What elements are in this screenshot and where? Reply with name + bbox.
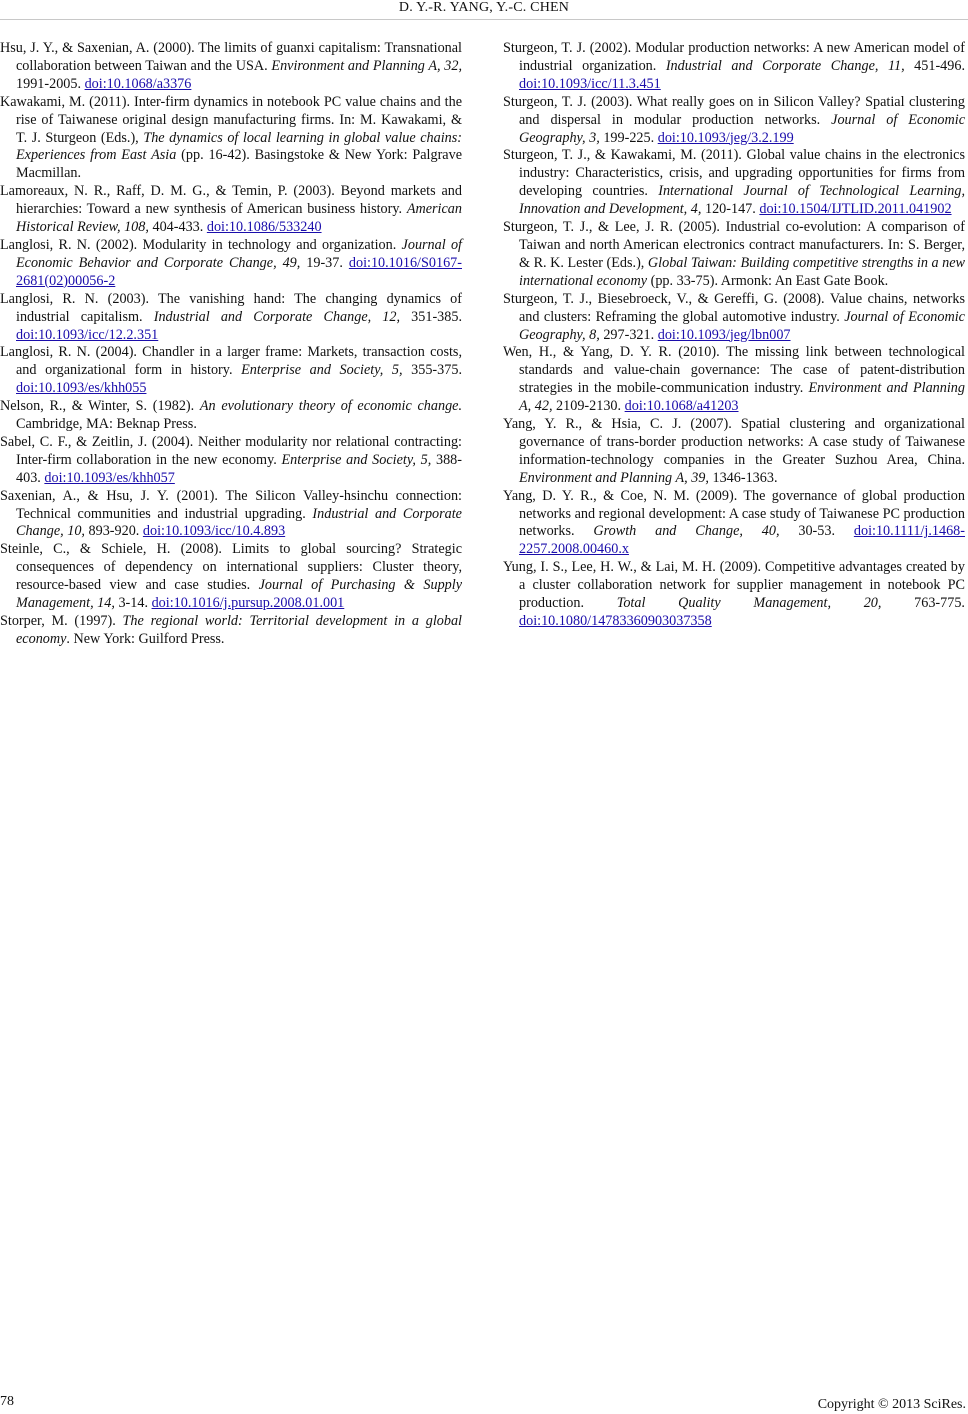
reference-pages: (pp. 16-42). Basingstoke & New York: Palgrave Macmillan. <box>16 147 462 182</box>
reference-source: Growth and Change, 40, <box>593 523 780 540</box>
page-number: 78 <box>0 1394 14 1409</box>
reference-entry <box>0 398 462 434</box>
reference-text: Sabel, C. F., & Zeitlin, J. (2004). Neither modularity nor relational contracting: Inter-firm collaboration in the new economy. <box>0 433 462 468</box>
reference-text: Sturgeon, T. J., Biesebroeck, V., & Gereffi, G. (2008). Value chains, networks and clusters: Reframing the global automotive industry. <box>503 290 965 325</box>
reference-source: American Historical Review, 108, <box>16 201 462 236</box>
doi-link[interactable]: doi:10.1093/es/khh057 <box>44 469 175 486</box>
reference-pages: Cambridge, MA: Beknap Press. <box>16 416 197 433</box>
reference-entry <box>0 40 462 94</box>
reference-text: Wen, H., & Yang, D. Y. R. (2010). The missing link between technological standards and value-chain governance: The case of patent-distribution strategies in the mobile-communication industry. <box>503 344 965 397</box>
reference-entry <box>503 94 965 148</box>
reference-source: Industrial and Corporate Change, 11, <box>665 57 905 74</box>
reference-entry <box>0 541 462 613</box>
reference-text: Yung, I. S., Lee, H. W., & Lai, M. H. (2009). Competitive advantages created by a cluster collaboration network for supplier management in notebook PC production. <box>503 559 965 612</box>
doi-link[interactable]: doi:10.1093/icc/11.3.451 <box>519 75 661 92</box>
reference-text: Lamoreaux, N. R., Raff, D. M. G., & Temin, P. (2003). Beyond markets and hierarchies: Toward a new synthesis of American business history. <box>0 183 462 218</box>
reference-text: Steinle, C., & Schiele, H. (2008). Limits to global sourcing? Strategic consequences of dependency on international suppliers: Cluster theory, resource-based view and case studies. <box>0 541 462 594</box>
references-right-column <box>503 40 965 631</box>
reference-entry <box>0 291 462 345</box>
reference-pages: 451-496. <box>904 57 965 74</box>
reference-pages: 30-53. <box>779 523 854 540</box>
reference-source: International Journal of Technological Learning, Innovation and Development, 4, <box>519 183 965 218</box>
reference-pages: . New York: Guilford Press. <box>66 630 225 647</box>
reference-pages: 355-375. <box>402 362 462 379</box>
reference-source: The dynamics of local learning in global value chains: Experiences from East Asia <box>16 129 462 164</box>
reference-entry <box>0 94 462 184</box>
reference-entry <box>0 488 462 542</box>
doi-link[interactable]: doi:10.1068/a3376 <box>84 75 192 92</box>
running-header <box>0 0 968 18</box>
doi-link[interactable]: doi:10.1016/S0167-2681(02)00056-2 <box>16 254 462 289</box>
reference-pages: 120-147. <box>701 201 760 218</box>
reference-source: Journal of Economic Geography, 8, <box>519 308 965 343</box>
references-left-column <box>0 40 462 649</box>
reference-source: The regional world: Territorial development in a global economy <box>16 613 462 647</box>
reference-source: Journal of Economic Geography, 3, <box>519 111 965 146</box>
reference-entry <box>503 219 965 291</box>
reference-pages: 297-321. <box>599 326 658 343</box>
running-title: D. Y.-R. YANG, Y.-C. CHEN <box>398 0 570 15</box>
doi-link[interactable]: doi:10.1093/icc/12.2.351 <box>16 326 159 343</box>
copyright-notice: Copyright © 2013 SciRes. <box>817 1397 966 1412</box>
reference-entry <box>0 237 462 291</box>
reference-pages: 2109-2130. <box>552 398 625 415</box>
doi-link[interactable]: doi:10.1093/jeg/lbn007 <box>657 326 791 343</box>
reference-text: Langlosi, R. N. (2002). Modularity in technology and organization. <box>0 236 402 253</box>
reference-entry <box>0 344 462 398</box>
reference-text: Sturgeon, T. J., & Lee, J. R. (2005). Industrial co-evolution: A comparison of Taiwan and north American electronics contract manufacturers. In: S. Berger, & R. K. Lester (Eds.), <box>503 219 965 271</box>
reference-entry <box>503 344 965 416</box>
reference-text: Sturgeon, T. J. (2002). Modular production networks: A new American model of industrial organization. <box>503 40 965 74</box>
reference-pages: 3-14. <box>114 595 152 612</box>
reference-source: Environment and Planning A, 42, <box>519 380 965 415</box>
reference-pages: 1346-1363. <box>708 469 778 486</box>
reference-source: Industrial and Corporate Change, 10, <box>16 505 462 540</box>
doi-link[interactable]: doi:10.1093/icc/10.4.893 <box>142 523 286 540</box>
reference-text: Kawakami, M. (2011). Inter-firm dynamics in notebook PC value chains and the rise of Taiwanese original design manufacturing firms. In: M. Kawakami, & T. J. Sturgeon (Eds.), <box>0 93 462 146</box>
reference-text: Storper, M. (1997). <box>0 613 123 629</box>
reference-pages: 763-775. <box>881 595 965 612</box>
reference-pages: 1991-2005. <box>16 75 85 92</box>
reference-entry <box>503 40 965 94</box>
reference-pages: 19-37. <box>300 254 349 271</box>
reference-source: Global Taiwan: Building competitive strengths in a new international economy <box>519 254 965 289</box>
doi-link[interactable]: doi:10.1068/a41203 <box>624 398 739 415</box>
reference-entry <box>503 416 965 488</box>
reference-pages: 404-433. <box>148 219 207 236</box>
doi-link[interactable]: doi:10.1504/IJTLID.2011.041902 <box>759 201 952 218</box>
reference-source: Enterprise and Society, 5, <box>241 362 403 379</box>
doi-link[interactable]: doi:10.1093/jeg/3.2.199 <box>657 129 794 146</box>
reference-source: Environment and Planning A, 32, <box>271 57 462 74</box>
reference-entry <box>0 613 462 649</box>
reference-text: Yang, D. Y. R., & Coe, N. M. (2009). The governance of global production networks and regional development: A case study of Taiwanese PC production networks. <box>503 487 965 540</box>
reference-text: Sturgeon, T. J. (2003). What really goes on in Silicon Valley? Spatial clustering and dispersal in modular production networks. <box>503 93 965 128</box>
reference-source: Total Quality Management, 20, <box>616 595 882 612</box>
reference-source: Journal of Purchasing & Supply Management, 14, <box>16 577 462 612</box>
reference-text: Saxenian, A., & Hsu, J. Y. (2001). The Silicon Valley-hsinchu connection: Technical communities and industrial upgrading. <box>0 487 462 522</box>
reference-text: Langlosi, R. N. (2004). Chandler in a larger frame: Markets, transaction costs, and organizational form in history. <box>0 344 462 379</box>
doi-link[interactable]: doi:10.1093/es/khh055 <box>16 380 147 397</box>
reference-text: Nelson, R., & Winter, S. (1982). <box>0 398 200 415</box>
reference-entry <box>503 559 965 631</box>
reference-pages: 893-920. <box>84 523 143 540</box>
reference-source: Journal of Economic Behavior and Corporate Change, 49, <box>16 236 463 271</box>
doi-link[interactable]: doi:10.1086/533240 <box>206 219 322 236</box>
reference-entry <box>503 488 965 560</box>
reference-pages: 351-385. <box>400 308 462 325</box>
reference-text: Sturgeon, T. J., & Kawakami, M. (2011). Global value chains in the electronics industry: Characteristics, crisis, and upgrading opportunities for firms from developing countries. <box>503 147 965 200</box>
doi-link[interactable]: doi:10.1016/j.pursup.2008.01.001 <box>151 595 345 612</box>
reference-pages: (pp. 33-75). Armonk: An East Gate Book. <box>647 272 889 289</box>
reference-entry <box>0 434 462 488</box>
header-rule <box>0 19 968 20</box>
reference-pages: 388-403. <box>16 451 462 486</box>
reference-source: Environment and Planning A, 39, <box>519 469 709 486</box>
reference-text: Yang, Y. R., & Hsia, C. J. (2007). Spatial clustering and organizational governance of trans-border production networks: A case study of Taiwanese information-technology companies in the Greater Suzhou Area, China. <box>503 416 965 468</box>
reference-source: Industrial and Corporate Change, 12, <box>153 308 401 325</box>
reference-text: Langlosi, R. N. (2003). The vanishing hand: The changing dynamics of industrial capitalism. <box>0 290 462 325</box>
reference-entry <box>503 147 965 219</box>
reference-pages: 199-225. <box>599 129 658 146</box>
reference-source: An evolutionary theory of economic change. <box>199 398 463 415</box>
reference-text: Hsu, J. Y., & Saxenian, A. (2000). The limits of guanxi capitalism: Transnational collaboration between Taiwan and the USA. <box>0 40 462 74</box>
reference-source: Enterprise and Society, 5, <box>281 451 432 468</box>
doi-link[interactable]: doi:10.1080/14783360903037358 <box>519 613 712 629</box>
reference-entry <box>503 291 965 345</box>
reference-entry <box>0 183 462 237</box>
doi-link[interactable]: doi:10.1111/j.1468-2257.2008.00460.x <box>519 523 966 558</box>
